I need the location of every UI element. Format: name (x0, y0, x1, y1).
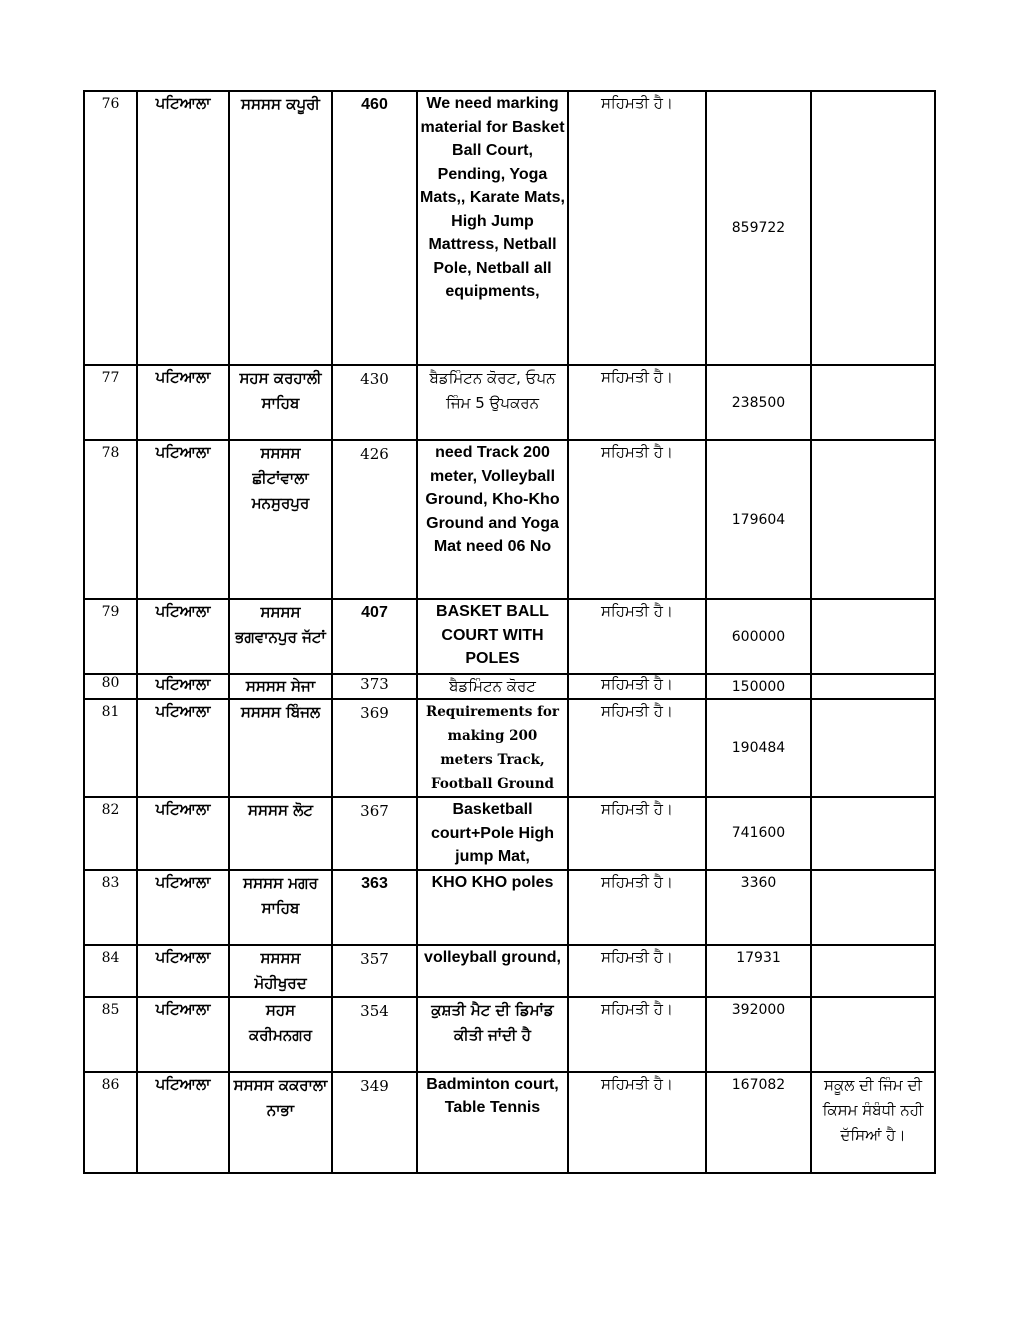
agreement-cell: ਸਹਿਮਤੀ ਹੈ। (568, 365, 706, 440)
remarks-cell: ਸਕੂਲ ਦੀ ਜਿੰਮ ਦੀ ਕਿਸਮ ਸੰਬੰਧੀ ਨਹੀ ਦੱਸਿਆਂ ਹੈ। (811, 1072, 935, 1173)
table-row (84, 870, 935, 945)
remarks-cell (811, 797, 935, 870)
enrolment-cell: 357 (332, 945, 417, 997)
table-row (84, 674, 935, 699)
district-cell: ਪਟਿਆਲਾ (137, 599, 229, 674)
enrolment-cell: 430 (332, 365, 417, 440)
school-name: ਸਸਸਸ ਬਿੰਜਲ (229, 699, 332, 797)
school-name: ਸਹਸ ਕਰਹਾਲੀ ਸਾਹਿਬ (229, 365, 332, 440)
requirement-cell: BASKET BALL COURT WITH POLES (417, 599, 568, 674)
table-row (84, 365, 935, 440)
requirement-cell: ਬੈਡਮਿੰਟਨ ਕੋਰਟ (417, 674, 568, 699)
agreement-cell: ਸਹਿਮਤੀ ਹੈ। (568, 699, 706, 797)
district-cell: ਪਟਿਆਲਾ (137, 997, 229, 1072)
requirement-cell: Requirements for making 200 meters Track, Football Ground (417, 699, 568, 797)
table-row (84, 997, 935, 1072)
serial-number: 78 (84, 440, 137, 599)
district-cell: ਪਟਿਆਲਾ (137, 91, 229, 365)
serial-number: 76 (84, 91, 137, 365)
remarks-cell (811, 997, 935, 1072)
table-row (84, 599, 935, 674)
amount-cell: 3360 (706, 870, 811, 945)
serial-number: 81 (84, 699, 137, 797)
table-row (84, 797, 935, 870)
serial-number: 86 (84, 1072, 137, 1173)
amount-cell: 179604 (706, 440, 811, 599)
agreement-cell: ਸਹਿਮਤੀ ਹੈ। (568, 1072, 706, 1173)
remarks-cell (811, 699, 935, 797)
school-name: ਸਸਸਸ ਸੇਜਾ (229, 674, 332, 699)
requirement-cell: need Track 200 meter, Volleyball Ground, Kho-Kho Ground and Yoga Mat need 06 No (417, 440, 568, 599)
amount-cell: 167082 (706, 1072, 811, 1173)
enrolment-cell: 373 (332, 674, 417, 699)
agreement-cell: ਸਹਿਮਤੀ ਹੈ। (568, 440, 706, 599)
requirement-cell: Badminton court, Table Tennis (417, 1072, 568, 1173)
requirement-cell: volleyball ground, (417, 945, 568, 997)
remarks-cell (811, 945, 935, 997)
enrolment-cell: 369 (332, 699, 417, 797)
remarks-cell (811, 91, 935, 365)
district-cell: ਪਟਿਆਲਾ (137, 797, 229, 870)
school-name: ਸਸਸਸ ਭਗਵਾਨਪੁਰ ਜੱਟਾਂ (229, 599, 332, 674)
enrolment-cell: 349 (332, 1072, 417, 1173)
agreement-cell: ਸਹਿਮਤੀ ਹੈ। (568, 997, 706, 1072)
amount-cell: 238500 (706, 365, 811, 440)
allocation-table (83, 90, 936, 1174)
agreement-cell: ਸਹਿਮਤੀ ਹੈ। (568, 945, 706, 997)
district-cell: ਪਟਿਆਲਾ (137, 674, 229, 699)
district-cell: ਪਟਿਆਲਾ (137, 1072, 229, 1173)
remarks-cell (811, 440, 935, 599)
district-cell: ਪਟਿਆਲਾ (137, 945, 229, 997)
remarks-cell (811, 870, 935, 945)
district-cell: ਪਟਿਆਲਾ (137, 699, 229, 797)
requirement-cell: We need marking material for Basket Ball Court, Pending, Yoga Mats,, Karate Mats, High Jump Mattress, Netball Pole, Netball all equipments, (417, 91, 568, 365)
enrolment-cell: 367 (332, 797, 417, 870)
table-row (84, 945, 935, 997)
agreement-cell: ਸਹਿਮਤੀ ਹੈ। (568, 599, 706, 674)
school-name: ਸਹਸ ਕਰੀਮਨਗਰ (229, 997, 332, 1072)
amount-cell: 150000 (706, 674, 811, 699)
enrolment-cell: 354 (332, 997, 417, 1072)
agreement-cell: ਸਹਿਮਤੀ ਹੈ। (568, 91, 706, 365)
amount-cell: 600000 (706, 599, 811, 674)
table-row (84, 91, 935, 365)
serial-number: 84 (84, 945, 137, 997)
requirement-cell: ਬੈਡਮਿੰਟਨ ਕੋਰਟ, ਓਪਨ ਜਿੰਮ 5 ਉਪਕਰਨ (417, 365, 568, 440)
table-row (84, 440, 935, 599)
remarks-cell (811, 599, 935, 674)
serial-number: 82 (84, 797, 137, 870)
amount-cell: 392000 (706, 997, 811, 1072)
serial-number: 79 (84, 599, 137, 674)
school-name: ਸਸਸਸ ਮੋਹੀਖੁਰਦ (229, 945, 332, 997)
school-name: ਸਸਸਸ ਮਗਰ ਸਾਹਿਬ (229, 870, 332, 945)
school-name: ਸਸਸਸ ਕਕਰਾਲਾ ਨਾਭਾ (229, 1072, 332, 1173)
amount-cell: 190484 (706, 699, 811, 797)
serial-number: 83 (84, 870, 137, 945)
school-name: ਸਸਸਸ ਛੀਟਾਂਵਾਲਾ ਮਨਸੁਰਪੁਰ (229, 440, 332, 599)
amount-cell: 741600 (706, 797, 811, 870)
agreement-cell: ਸਹਿਮਤੀ ਹੈ। (568, 674, 706, 699)
school-name: ਸਸਸਸ ਲੋਟ (229, 797, 332, 870)
district-cell: ਪਟਿਆਲਾ (137, 365, 229, 440)
amount-cell: 859722 (706, 91, 811, 365)
enrolment-cell: 363 (332, 870, 417, 945)
enrolment-cell: 460 (332, 91, 417, 365)
agreement-cell: ਸਹਿਮਤੀ ਹੈ। (568, 870, 706, 945)
remarks-cell (811, 674, 935, 699)
school-name: ਸਸਸਸ ਕਪੂਰੀ (229, 91, 332, 365)
amount-cell: 17931 (706, 945, 811, 997)
requirement-cell: Basketball court+Pole High jump Mat, (417, 797, 568, 870)
district-cell: ਪਟਿਆਲਾ (137, 870, 229, 945)
remarks-cell (811, 365, 935, 440)
table-row (84, 699, 935, 797)
district-cell: ਪਟਿਆਲਾ (137, 440, 229, 599)
serial-number: 77 (84, 365, 137, 440)
table-row (84, 1072, 935, 1173)
serial-number: 80 (84, 674, 137, 699)
requirement-cell: ਕੁਸ਼ਤੀ ਮੈਟ ਦੀ ਡਿਮਾਂਡ ਕੀਤੀ ਜਾਂਦੀ ਹੈ (417, 997, 568, 1072)
agreement-cell: ਸਹਿਮਤੀ ਹੈ। (568, 797, 706, 870)
enrolment-cell: 407 (332, 599, 417, 674)
serial-number: 85 (84, 997, 137, 1072)
requirement-cell: KHO KHO poles (417, 870, 568, 945)
enrolment-cell: 426 (332, 440, 417, 599)
